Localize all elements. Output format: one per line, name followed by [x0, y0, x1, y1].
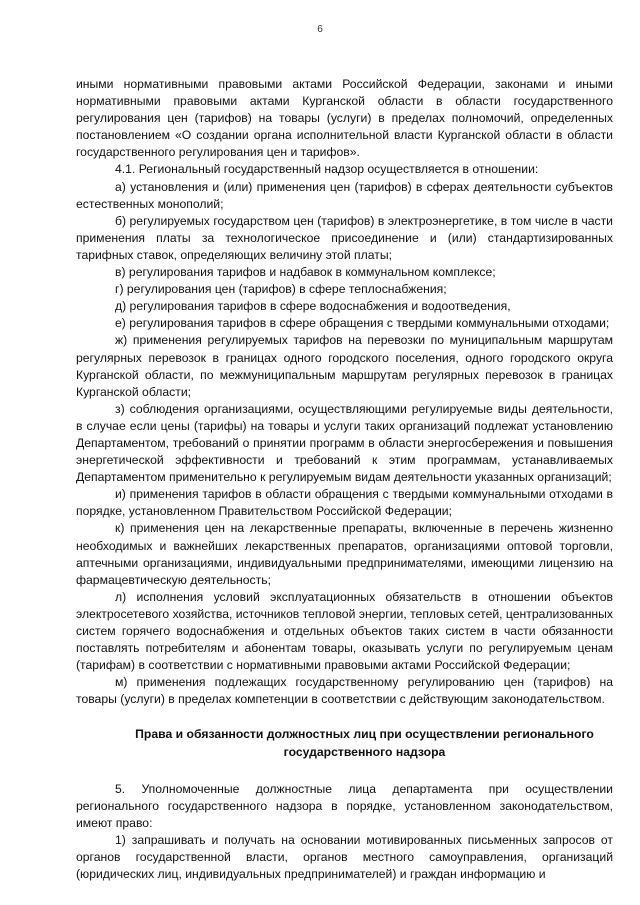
paragraph: м) применения подлежащих государственному регулированию цен (тарифов) на товары (услуги) в пределах компетенции в соответствии с действующим законодательством. — [76, 675, 613, 707]
paragraph: д) регулирования тарифов в сфере водоснабжения и водоотведения, — [115, 299, 511, 314]
paragraphs-bottom — [76, 781, 613, 884]
section-heading: Права и обязанности должностных лиц при осуществлении регионального государственного надзора — [135, 727, 594, 759]
paragraph: г) регулирования цен (тарифов) в сфере теплоснабжения; — [115, 282, 447, 297]
paragraph: 4.1. Региональный государственный надзор осуществляется в отношении: — [115, 162, 539, 177]
paragraph: ж) применения регулируемых тарифов на перевозки по муниципальным маршрутам регулярных перевозок в границах одного городского поселения, одного городского округа Курганской области, по межмуниципальным маршрутам регулярных перевозок в границах Курганской области; — [76, 333, 613, 399]
paragraphs-top — [76, 76, 613, 708]
paragraph: з) соблюдения организациями, осуществляющими регулируемые виды деятельности, в случае если цены (тарифы) на товары и услуги таких организаций подлежат установлению Департаментом, требований о принятии программ в области энергосбережения и повышения энергетической эффективности и требований к этим программам, устанавливаемых Департаментом применительно к регулируемым видам деятельности указанных организаций; — [76, 401, 613, 485]
paragraph: иными нормативными правовыми актами Российской Федерации, законами и иными нормативными правовыми актами Курганской области в области государственного регулирования цен (тарифов) на товары (услуги) в пределах полномочий, определенных постановлением «О создании органа исполнительной власти Курганской области в области государственного регулирования цен и тарифов». — [76, 77, 613, 160]
paragraph: 5. Уполномоченные должностные лица департамента при осуществлении регионального государственного надзора в порядке, установленном законодательством, имеют право: — [76, 781, 613, 830]
document-body — [76, 76, 613, 883]
paragraph: в) регулирования тарифов и надбавок в коммунальном комплексе; — [115, 265, 496, 280]
paragraph: б) регулируемых государством цен (тарифов) в электроэнергетике, в том числе в части применения платы за технологическое присоединение и (или) стандартизированных тарифных ставок, определяющих величину этой платы; — [76, 213, 613, 262]
paragraph: 1) запрашивать и получать на основании мотивированных письменных запросов от органов государственной власти, органов местного самоуправления, организаций (юридических лиц, индивидуальных предпринимателей) и граждан информацию и — [76, 832, 613, 882]
page-number: 6 — [317, 24, 323, 35]
paragraph: е) регулирования тарифов в сфере обращения с твердыми коммунальными отходами; — [115, 316, 610, 331]
paragraph: к) применения цен на лекарственные препараты, включенные в перечень жизненно необходимых и важнейших лекарственных препаратов, организациями оптовой торговли, аптечными организациями, индивидуальными предпринимателями, имеющими лицензию на фармацевтическую деятельность; — [76, 521, 613, 587]
paragraph: л) исполнения условий эксплуатационных обязательств в отношении объектов электросетевого хозяйства, источников тепловой энергии, тепловых сетей, централизованных систем горячего водоснабжения и отдельных объектов таких систем в части обязанности поставлять потребителям и абонентам товары, оказывать услуги по регулируемым ценам (тарифам) в соответствии с нормативными правовыми актами Российской Федерации; — [76, 589, 614, 673]
paragraph: и) применения тарифов в области обращения с твердыми коммунальными отходами в порядке, установленном Правительством Российской Федерации; — [76, 487, 613, 519]
paragraph: а) установления и (или) применения цен (тарифов) в сферах деятельности субъектов естественных монополий; — [76, 179, 613, 211]
